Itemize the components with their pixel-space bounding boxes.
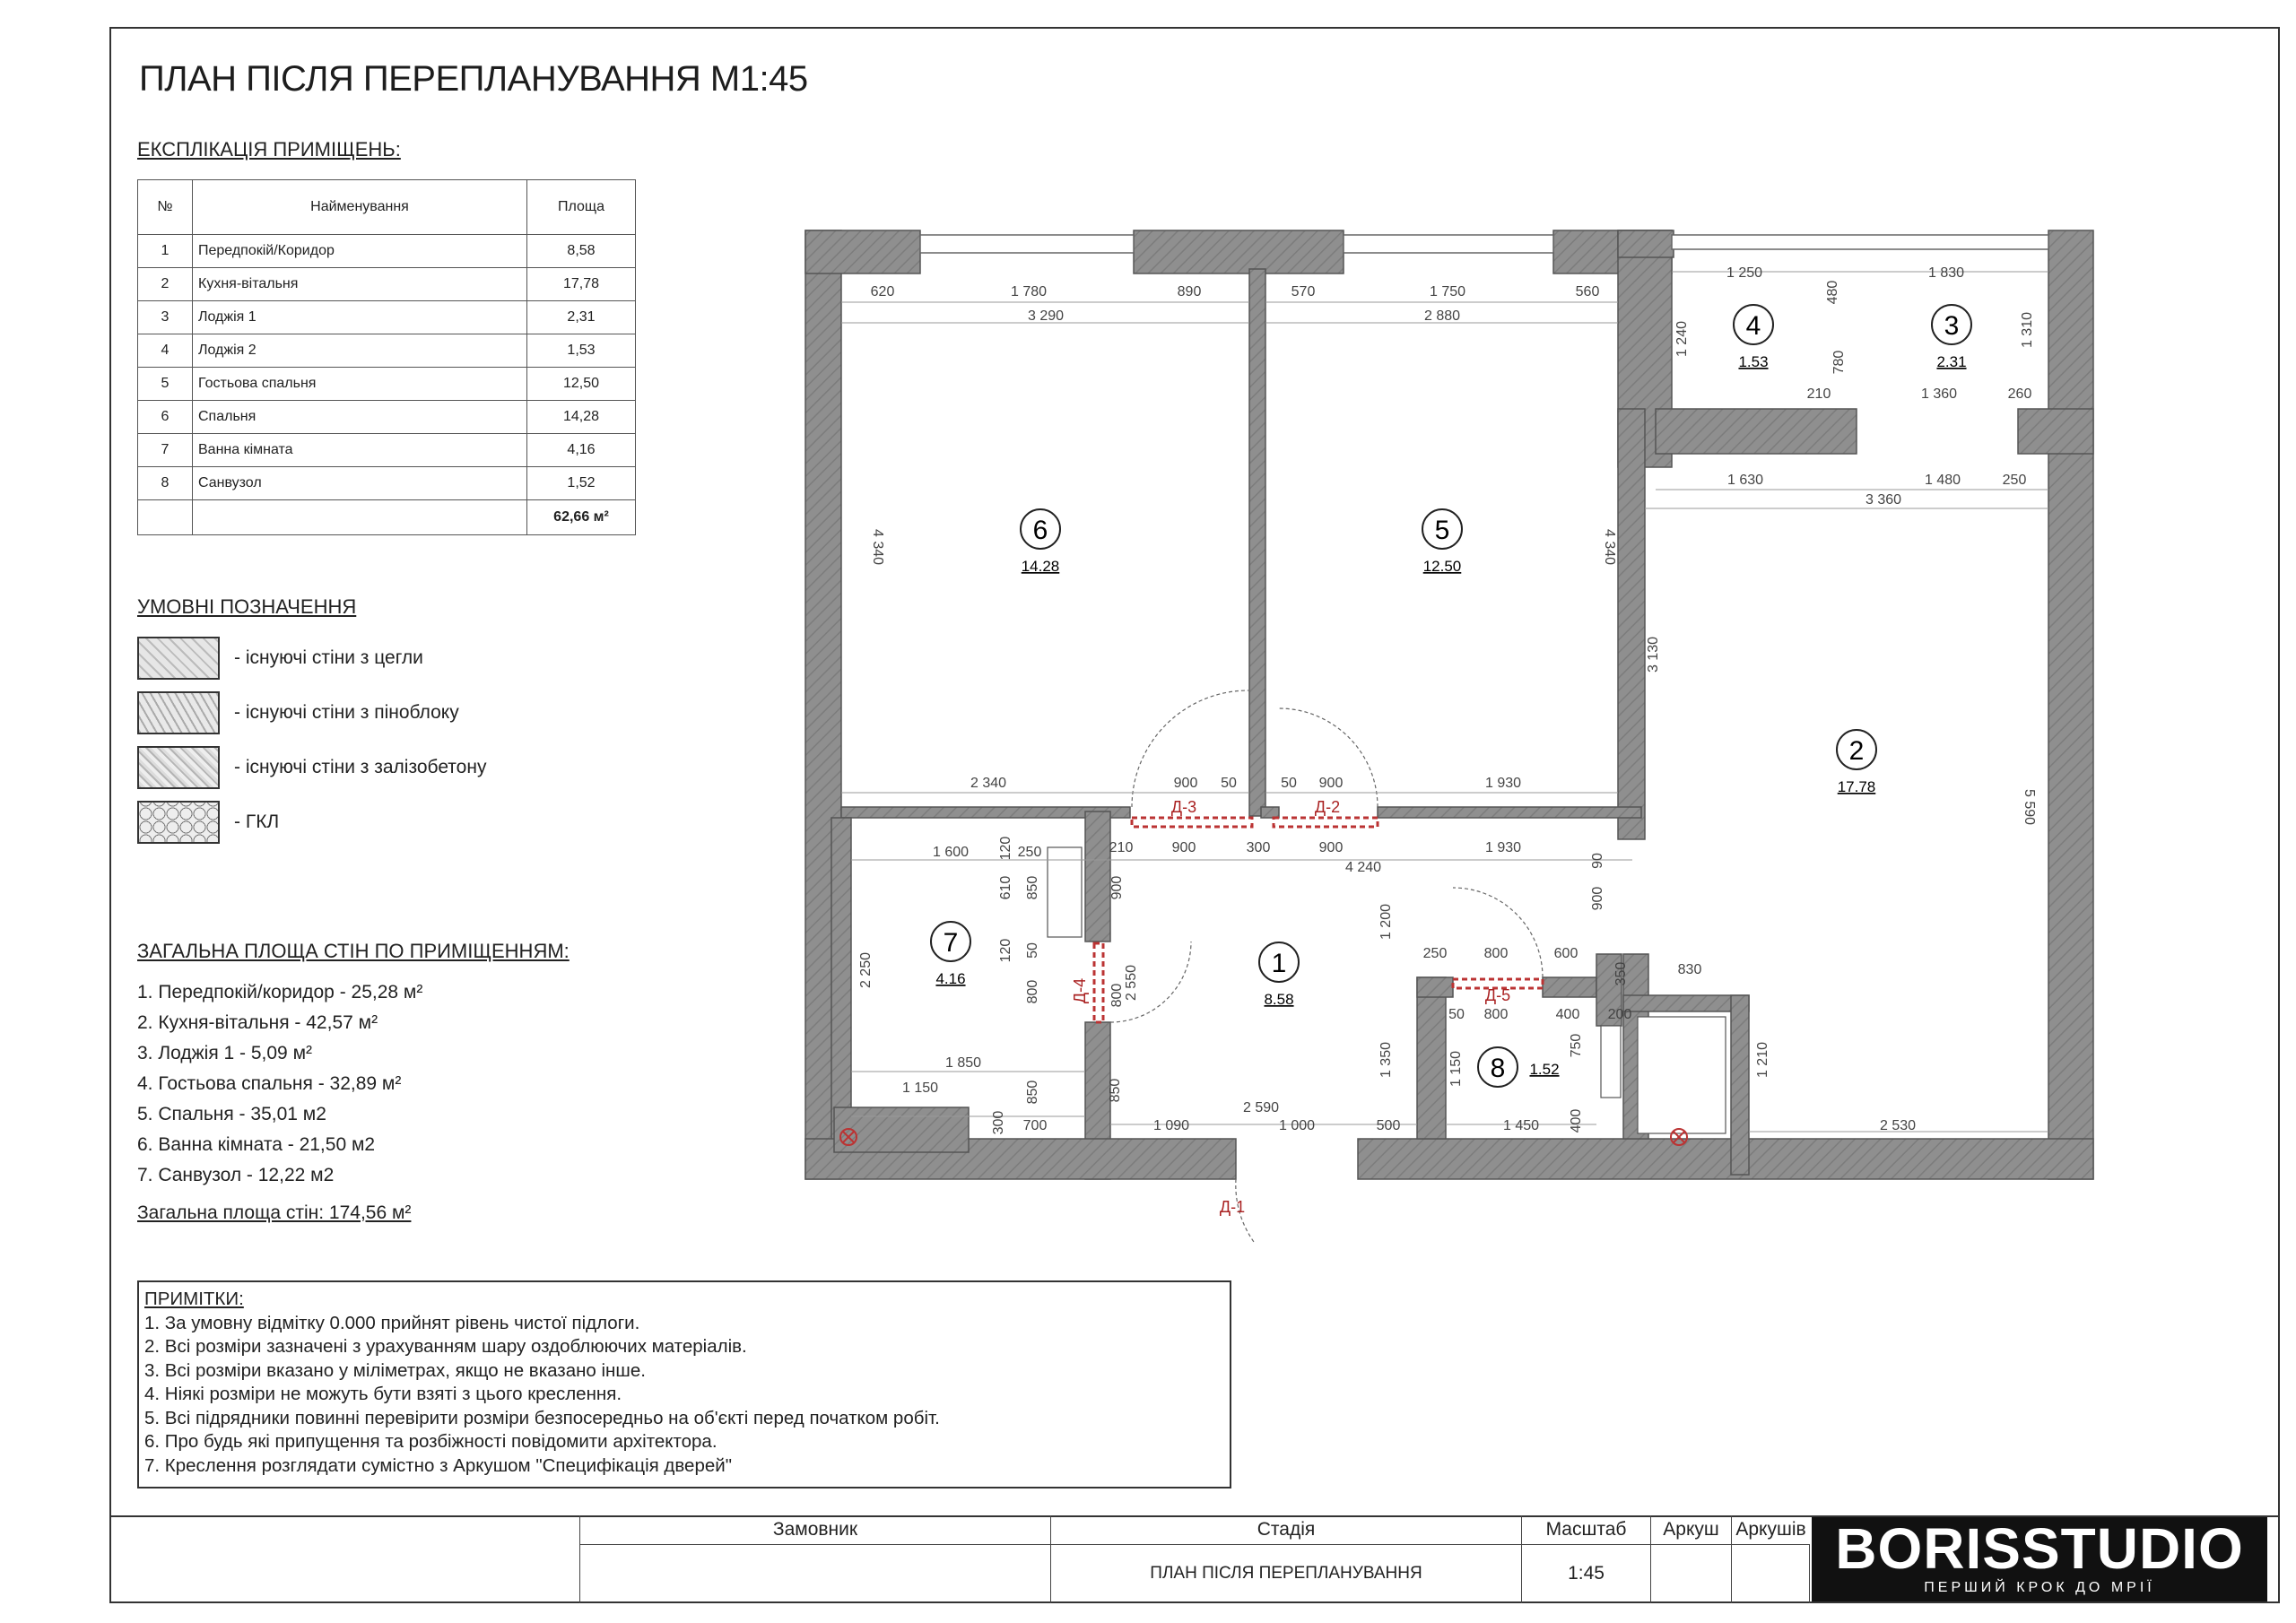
stage-value: ПЛАН ПІСЛЯ ПЕРЕПЛАНУВАННЯ — [1050, 1544, 1521, 1603]
column-header: Найменування — [193, 180, 527, 235]
dimension-label: 210 — [1806, 386, 1831, 402]
dimension-label: 1 360 — [1920, 386, 1958, 402]
table-cell: Лоджія 2 — [193, 334, 527, 368]
dimension-label: 200 — [1607, 1007, 1632, 1022]
dimension-label: 50 — [1221, 776, 1237, 791]
table-cell: 14,28 — [527, 401, 636, 434]
scale-value: 1:45 — [1521, 1544, 1650, 1603]
room-area: 17.78 — [1837, 778, 1876, 795]
dimension-label: 900 — [1171, 840, 1196, 855]
door-label: Д-1 — [1219, 1198, 1246, 1216]
list-item: 5. Всі підрядники повинні перевірити розміри безпосередньо на об'єкті перед початком робіт. — [144, 1407, 940, 1428]
table-cell: 3 — [138, 301, 193, 334]
room-area: 4.16 — [935, 970, 966, 987]
stage-label: Стадія — [1050, 1515, 1521, 1544]
list-item: 6. Про будь які припущення та розбіжності повідомити архітектора. — [144, 1431, 718, 1452]
room-number: 3 — [1944, 311, 1960, 341]
dimension-label: 900 — [1318, 840, 1344, 855]
list-item: 1. Передпокій/коридор - 25,28 м² — [137, 982, 423, 1002]
door-d4 — [1094, 943, 1103, 1022]
notes-heading: ПРИМІТКИ: — [144, 1289, 244, 1309]
room-area: 14.28 — [1021, 558, 1060, 575]
table-cell: 1 — [138, 235, 193, 268]
room-6-marker — [1021, 509, 1060, 575]
room-1-marker — [1259, 942, 1299, 1008]
customer-label: Замовник — [579, 1515, 1050, 1544]
list-item: 7. Креслення розглядати сумістно з Аркушом "Специфікація дверей" — [144, 1454, 732, 1476]
dimension-label: 560 — [1575, 284, 1600, 299]
walls — [805, 230, 2093, 1179]
shaft-fixture — [1638, 1017, 1726, 1133]
list-item: 4. Гостьова спальня - 32,89 м² — [137, 1073, 402, 1094]
table-cell: Кухня-вітальня — [193, 268, 527, 301]
table-cell: Ванна кімната — [193, 434, 527, 467]
dimension-label: 250 — [1422, 946, 1448, 961]
dimension-label: 400 — [1555, 1007, 1580, 1022]
dimension-label: 2 530 — [1879, 1118, 1917, 1133]
door-d2 — [1274, 818, 1378, 827]
table-cell: Санвузол — [193, 467, 527, 500]
room-8-marker — [1478, 1047, 1560, 1087]
column-header: Площа — [527, 180, 636, 235]
room-7-marker — [931, 922, 970, 987]
list-item: 7. Санвузол - 12,22 м2 — [137, 1165, 335, 1185]
dimension-label: 3 130 — [1646, 636, 1661, 673]
windows — [920, 235, 2048, 253]
dimension-label: 800 — [1025, 979, 1040, 1004]
room-4-marker — [1734, 305, 1773, 370]
table-cell: 2 — [138, 268, 193, 301]
dimension-label: 900 — [1318, 776, 1344, 791]
legend-label: - ГКЛ — [234, 812, 280, 832]
room-area: 2.31 — [1936, 353, 1967, 370]
table-cell: Спальня — [193, 401, 527, 434]
door-label: Д-3 — [1170, 798, 1197, 816]
dimension-label: 3 360 — [1865, 492, 1902, 508]
sheet-title: ПЛАН ПІСЛЯ ПЕРЕПЛАНУВАННЯ М1:45 — [139, 59, 808, 99]
dimension-label: 750 — [1569, 1033, 1584, 1058]
room-number: 7 — [943, 928, 959, 958]
dimension-label: 350 — [1613, 961, 1629, 986]
explication-heading: ЕКСПЛІКАЦІЯ ПРИМІЩЕНЬ: — [137, 138, 401, 161]
dimension-label: 850 — [1108, 1078, 1123, 1103]
dimension-label: 2 250 — [858, 951, 874, 989]
dimension-label: 800 — [1483, 946, 1509, 961]
room-number: 4 — [1745, 311, 1761, 341]
walls-total: Загальна площа стін: 174,56 м² — [137, 1202, 412, 1223]
dimension-label: 50 — [1448, 1007, 1465, 1022]
room-area: 8.58 — [1264, 991, 1294, 1008]
dimension-label: 1 150 — [901, 1081, 939, 1096]
dimension-label: 1 210 — [1755, 1041, 1770, 1079]
dimension-label: 4 240 — [1344, 860, 1382, 875]
dimension-label: 900 — [1590, 886, 1605, 911]
dimension-label: 4 340 — [1602, 528, 1617, 566]
list-item: 1. За умовну відмітку 0.000 прийнят рівень чистої підлоги. — [144, 1312, 640, 1333]
table-cell: Передпокій/Коридор — [193, 235, 527, 268]
dimension-label: 2 880 — [1423, 308, 1461, 324]
dimension-label: 830 — [1677, 962, 1702, 977]
list-item: 2. Кухня-вітальня - 42,57 м² — [137, 1012, 378, 1033]
room-number: 2 — [1848, 736, 1865, 766]
dimension-label: 1 750 — [1429, 284, 1466, 299]
room-area: 12.50 — [1422, 558, 1462, 575]
room-area: 1.52 — [1529, 1061, 1560, 1078]
list-item: 5. Спальня - 35,01 м2 — [137, 1104, 326, 1124]
shower-fixture — [1048, 847, 1082, 937]
logo-name: BORISSTUDIO — [1835, 1516, 2244, 1581]
dimension-label: 1 450 — [1502, 1118, 1540, 1133]
dimension-label: 2 590 — [1242, 1100, 1280, 1115]
door-label: Д-2 — [1314, 798, 1341, 816]
legend-label: - існуючі стіни з залізобетону — [234, 757, 487, 777]
dimension-label: 300 — [991, 1110, 1006, 1135]
table-cell: 1,53 — [527, 334, 636, 368]
room-number: 6 — [1032, 516, 1048, 545]
room-number: 5 — [1434, 516, 1450, 545]
dimension-label: 90 — [1590, 853, 1605, 869]
dimension-label: 1 310 — [2020, 311, 2035, 349]
dimension-label: 120 — [998, 836, 1013, 861]
table-cell: 2,31 — [527, 301, 636, 334]
dimension-label: 850 — [1025, 1080, 1040, 1105]
dimension-label: 250 — [1017, 845, 1042, 860]
dimension-label: 1 250 — [1726, 265, 1763, 281]
logo-slogan: ПЕРШИЙ КРОК ДО МРІЇ — [1924, 1580, 2155, 1595]
door-d3 — [1132, 818, 1252, 827]
room-area: 1.53 — [1738, 353, 1769, 370]
room-3-marker — [1932, 305, 1971, 370]
total-area: 62,66 м² — [527, 500, 636, 535]
dimension-label: 1 630 — [1726, 473, 1764, 488]
dimension-label: 900 — [1173, 776, 1198, 791]
dimension-label: 5 590 — [2022, 788, 2037, 826]
table-cell: 4 — [138, 334, 193, 368]
room-number: 8 — [1490, 1054, 1506, 1083]
dimension-label: 600 — [1553, 946, 1578, 961]
dimension-label: 1 240 — [1674, 320, 1690, 358]
dimension-label: 50 — [1281, 776, 1297, 791]
legend-heading: УМОВНІ ПОЗНАЧЕННЯ — [137, 595, 357, 618]
dimension-label: 500 — [1376, 1118, 1401, 1133]
dimension-label: 800 — [1109, 983, 1125, 1008]
dimension-label: 1 930 — [1484, 776, 1522, 791]
table-cell: 6 — [138, 401, 193, 434]
dimension-label: 300 — [1246, 840, 1271, 855]
dimension-label: 610 — [998, 875, 1013, 900]
dimension-label: 780 — [1831, 350, 1847, 375]
dimension-label: 1 600 — [932, 845, 970, 860]
table-cell: Лоджія 1 — [193, 301, 527, 334]
table-cell: 17,78 — [527, 268, 636, 301]
list-item: 6. Ванна кімната - 21,50 м2 — [137, 1134, 376, 1155]
dimension-label: 620 — [870, 284, 895, 299]
dimension-label: 890 — [1177, 284, 1202, 299]
dimension-label: 2 550 — [1124, 964, 1139, 1002]
table-cell: 12,50 — [527, 368, 636, 401]
dimension-label: 570 — [1291, 284, 1316, 299]
dimension-label: 120 — [998, 938, 1013, 963]
scale-label: Масштаб — [1521, 1515, 1650, 1544]
dimension-label: 1 830 — [1927, 265, 1965, 281]
sheet-label: Аркуш — [1650, 1515, 1731, 1544]
dimension-label: 1 000 — [1278, 1118, 1316, 1133]
dimension-label: 1 480 — [1924, 473, 1961, 488]
dimension-label: 2 340 — [970, 776, 1007, 791]
table-cell: 1,52 — [527, 467, 636, 500]
sheets-label: Аркушів — [1731, 1515, 1810, 1544]
dimension-label: 4 340 — [870, 528, 885, 566]
table-cell: 4,16 — [527, 434, 636, 467]
dimension-label: 250 — [2002, 473, 2027, 488]
room-5-marker — [1422, 509, 1462, 575]
dimension-values — [858, 265, 2037, 1134]
dimension-label: 1 150 — [1448, 1050, 1464, 1088]
dimension-label: 700 — [1022, 1118, 1048, 1133]
door-label: Д-5 — [1484, 986, 1511, 1004]
dimension-label: 800 — [1483, 1007, 1509, 1022]
table-cell: Гостьова спальня — [193, 368, 527, 401]
dimension-label: 50 — [1025, 942, 1040, 959]
dimension-label: 900 — [1109, 875, 1125, 900]
room-number: 1 — [1271, 949, 1287, 978]
table-cell: 5 — [138, 368, 193, 401]
column-header: № — [138, 180, 193, 235]
dimension-label: 3 290 — [1027, 308, 1065, 324]
dimension-label: 400 — [1569, 1108, 1584, 1133]
dimension-label: 260 — [2007, 386, 2032, 402]
dimension-label: 210 — [1109, 840, 1134, 855]
list-item: 3. Лоджія 1 - 5,09 м² — [137, 1043, 312, 1063]
dimension-label: 1 350 — [1378, 1041, 1394, 1079]
list-item: 2. Всі розміри зазначені з урахуванням шару оздоблюючих матеріалів. — [144, 1336, 747, 1357]
room-2-marker — [1837, 730, 1876, 795]
dimension-label: 1 200 — [1378, 903, 1394, 941]
list-item: 4. Ніякі розміри не можуть бути взяті з цього креслення. — [144, 1384, 622, 1404]
table-cell: 8,58 — [527, 235, 636, 268]
wc-fixture — [1601, 1026, 1621, 1098]
dimension-label: 1 090 — [1152, 1118, 1190, 1133]
legend-label: - існуючі стіни з цегли — [234, 647, 423, 668]
dimension-label: 1 780 — [1010, 284, 1048, 299]
dimension-label: 1 850 — [944, 1055, 982, 1071]
dimension-label: 850 — [1025, 875, 1040, 900]
dimension-label: 1 930 — [1484, 840, 1522, 855]
table-cell: 7 — [138, 434, 193, 467]
table-cell: 8 — [138, 467, 193, 500]
door-label: Д-4 — [1071, 977, 1089, 1004]
legend-label: - існуючі стіни з піноблоку — [234, 702, 459, 723]
dimension-label: 480 — [1825, 280, 1840, 305]
list-item: 3. Всі розміри вказано у міліметрах, якщо не вказано інше. — [144, 1359, 646, 1381]
walls-heading: ЗАГАЛЬНА ПЛОЩА СТІН ПО ПРИМІЩЕННЯМ: — [137, 940, 570, 962]
